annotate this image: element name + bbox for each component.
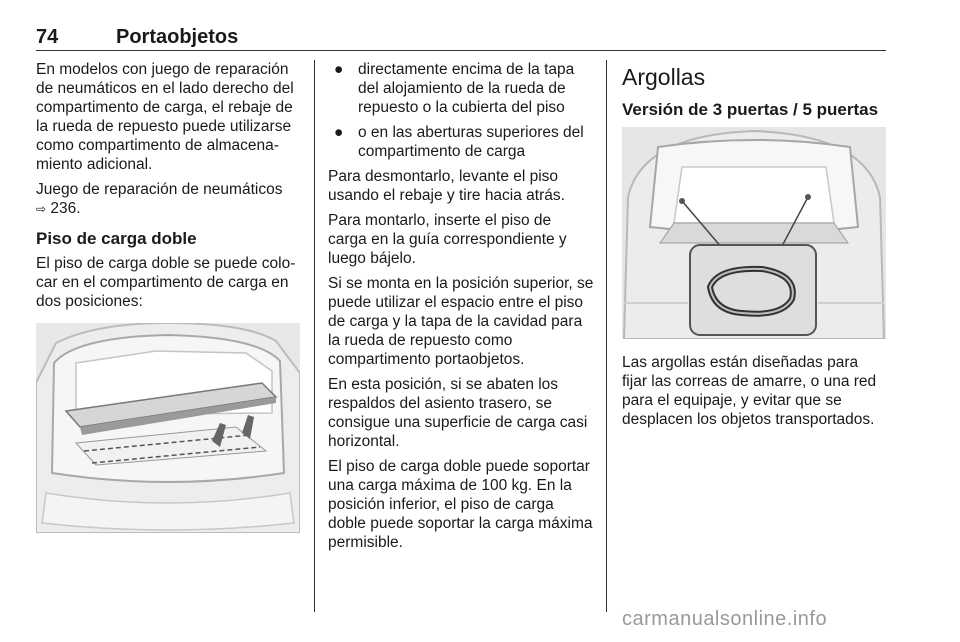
remove-instructions: Para desmontarlo, levante el piso usando el rebaje y tire hacia atrás. [328, 168, 565, 204]
seat-fold-paragraph: En esta posición, si se abaten los respaldos del asiento trasero, se consigue una superficie de carga casi horizontal. [328, 376, 588, 450]
tire-repair-reference [36, 180, 300, 219]
column-right [622, 60, 886, 435]
upper-position-paragraph: Si se monta en la posición superior, se puede utilizar el espacio entre el piso de carga y la tapa de la cavidad para la rueda de repuesto como compartimento portaobjetos. [328, 275, 594, 368]
install-instructions: Para montarlo, inserte el piso de carga en la guía correspondiente y luego bájelo. [328, 212, 567, 267]
double-load-floor-heading: Piso de carga doble [36, 229, 197, 248]
page-reference-link[interactable]: 236. [50, 200, 81, 217]
page-header [36, 22, 886, 51]
lashing-eyes-paragraph: Las argollas están diseñadas para fijar las correas de amarre, o una red para el equipaje, y evitar que se desplacen los objetos transportados. [622, 354, 877, 428]
column-divider-2 [606, 60, 607, 612]
column-divider-1 [314, 60, 315, 612]
double-load-floor-paragraph: El piso de carga doble se puede colo‐car en el compartimento de carga en dos posiciones: [36, 255, 296, 310]
position-list [328, 60, 594, 161]
max-load-paragraph: El piso de carga doble puede soportar una carga máxima de 100 kg. En la posición inferior, el piso de carga doble puede soportar la carga máxima permisible. [328, 458, 593, 551]
arrow-reference-icon: ⇨ [36, 202, 47, 216]
site-watermark: carmanualsonline.info [622, 608, 828, 630]
page-number: 74 [36, 26, 59, 48]
list-item: ● directamente encima de la tapa del alojamiento de la rueda de repuesto o la cubierta del piso [334, 61, 575, 116]
load-floor-drawing [36, 323, 300, 533]
lashing-eyes-drawing [622, 127, 886, 339]
intro-paragraph: En modelos con juego de reparación de neumáticos en el lado derecho del compartimento de carga, el rebaje de la rueda de repuesto puede utilizarse como compartimento de almacena‐miento adicional. [36, 61, 294, 173]
bullet-icon: ● [334, 124, 344, 141]
double-load-floor-illustration [36, 323, 300, 533]
lashing-eyes-illustration [622, 127, 886, 339]
section-title: Portaobjetos [116, 26, 239, 48]
tire-repair-text: Juego de reparación de neumáticos [36, 181, 283, 198]
column-left [36, 60, 300, 533]
list-item: ● o en las aberturas superiores del compartimento de carga [334, 124, 584, 160]
bullet-icon: ● [334, 61, 344, 78]
version-subheading: Versión de 3 puertas / 5 puertas [622, 100, 879, 119]
column-middle [328, 60, 594, 558]
lashing-eyes-heading: Argollas [622, 64, 706, 90]
